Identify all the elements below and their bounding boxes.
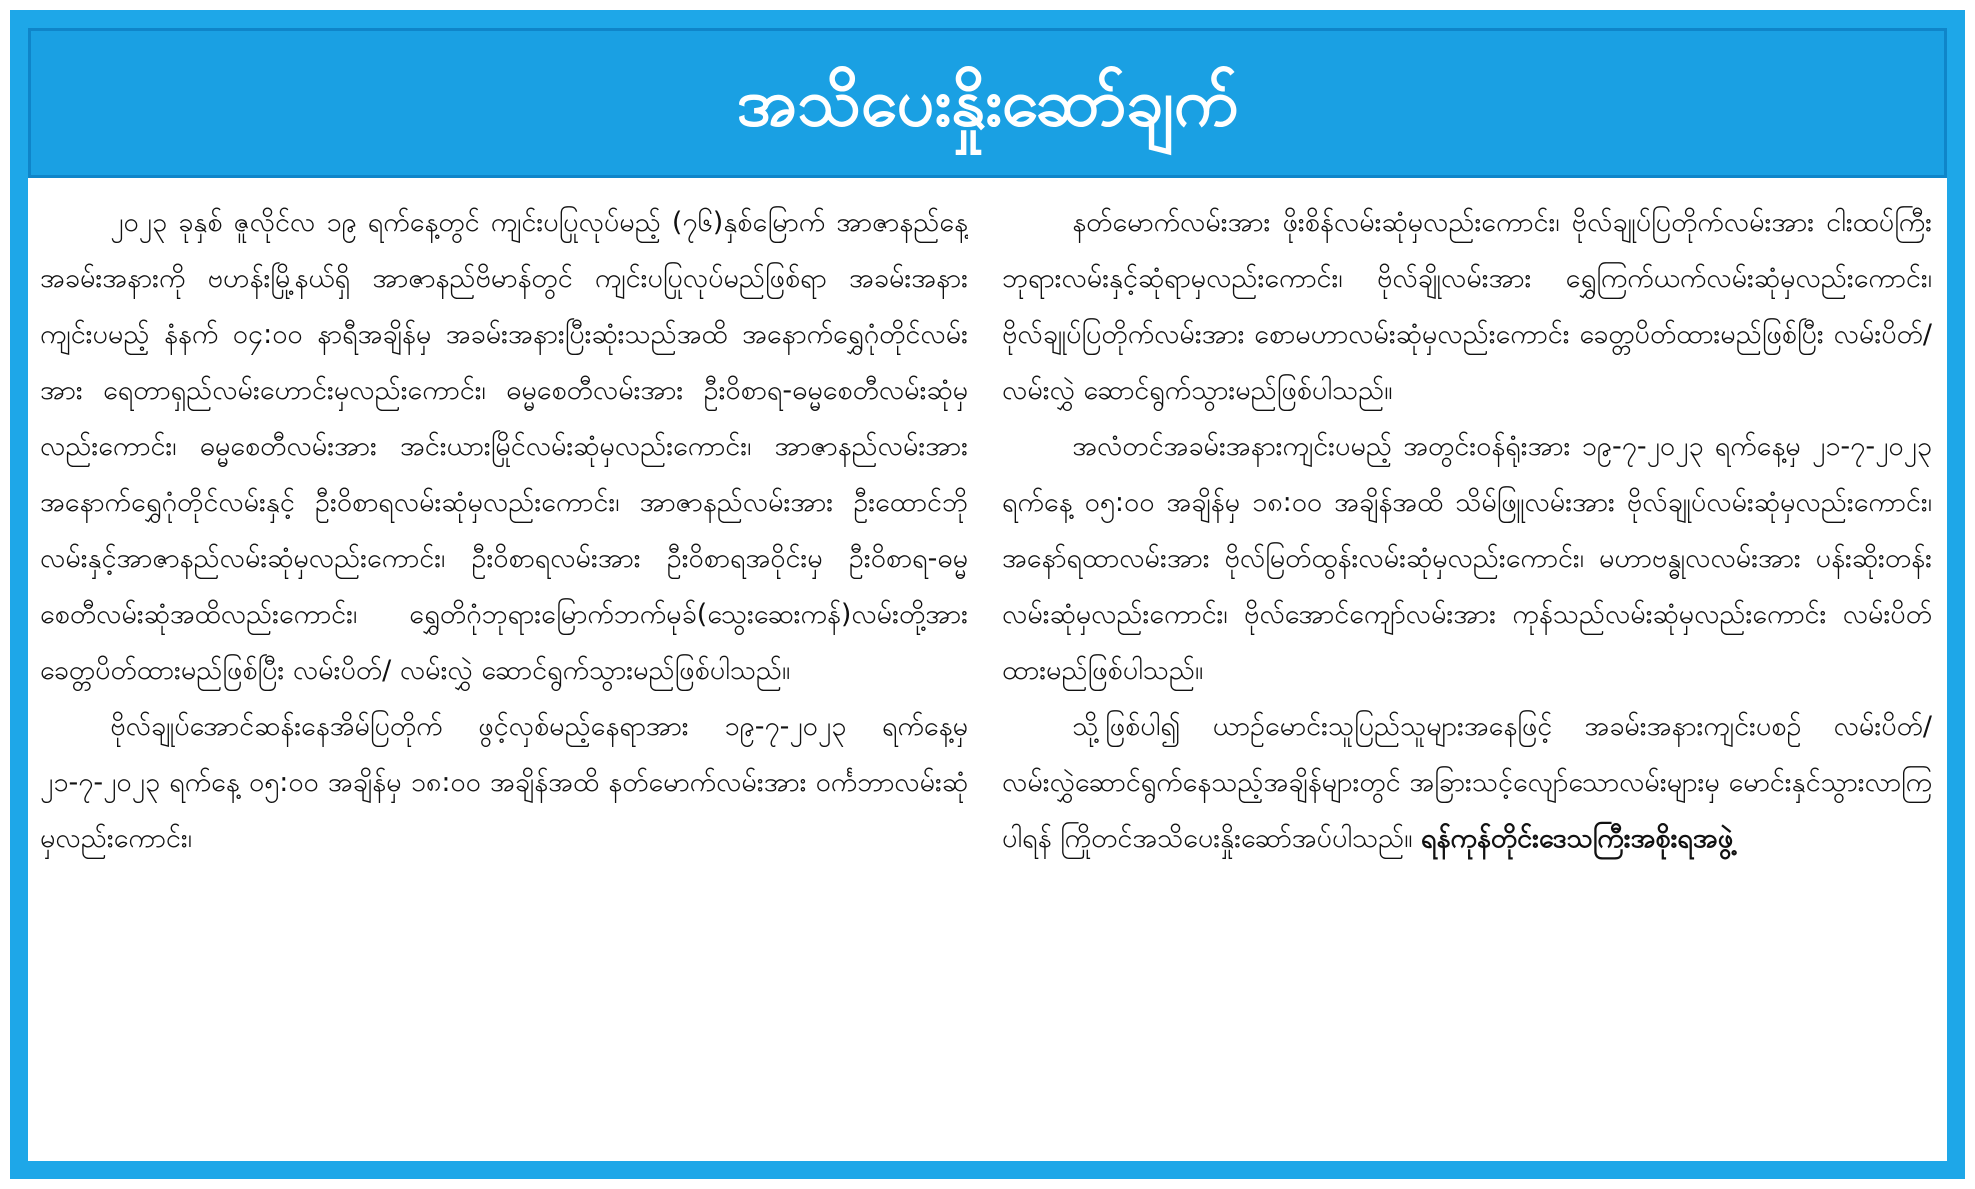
left-paragraph-2: ဗိုလ်ချုပ်အောင်ဆန်းနေအိမ်ပြတိုက် ဖွင့်လှစ်မည့်နေရာအား ၁၉-၇-၂၀၂၃ ရက်နေ့မှ ၂၁-၇-၂၀၂၃ ရက်နေ့ ဝ၅:ဝဝ အချိန်မှ ၁၈:ဝဝ အချိန်အထိ နတ်မောက်လမ်းအား ဝင်္ကဘာလမ်းဆုံမှလည်းကောင်း၊ [40, 711, 968, 854]
left-paragraph-1: ၂၀၂၃ ခုနှစ် ဇူလိုင်လ ၁၉ ရက်နေ့တွင် ကျင်းပပြုလုပ်မည့် (၇၆)နှစ်မြောက် အာဇာနည်နေ့အခမ်းအနားကို ဗဟန်းမြို့နယ်ရှိ အာဇာနည်ဗိမာန်တွင် ကျင်းပပြုလုပ်မည်ဖြစ်ရာ အခမ်းအနားကျင်းပမည့် နံနက် ဝ၄:ဝဝ နာရီအချိန်မှ အခမ်းအနားပြီးဆုံးသည်အထိ အနောက်ရွှေဂုံတိုင်လမ်းအား ရေတာရှည်လမ်းဟောင်းမှလည်းကောင်း၊ ဓမ္မစေတီလမ်းအား ဦးဝိစာရ-ဓမ္မစေတီလမ်းဆုံမှလည်းကောင်း၊ ဓမ္မစေတီလမ်းအား အင်းယားမြိုင်လမ်းဆုံမှလည်းကောင်း၊ အာဇာနည်လမ်းအား အနောက်ရွှေဂုံတိုင်လမ်းနှင့် ဦးဝိစာရလမ်းဆုံမှလည်းကောင်း၊ အာဇာနည်လမ်းအား ဦးထောင်ဘိုလမ်းနှင့်အာဇာနည်လမ်းဆုံမှလည်းကောင်း၊ ဦးဝိစာရလမ်းအား ဦးဝိစာရအဝိုင်းမှ ဦးဝိစာရ-ဓမ္မစေတီလမ်းဆုံအထိလည်းကောင်း၊ ရွှေတိဂုံဘုရားမြောက်ဘက်မုခ်(သွေးဆေးကန်)လမ်းတို့အား ခေတ္တပိတ်ထားမည်ဖြစ်ပြီး လမ်းပိတ်/ လမ်းလွှဲ ဆောင်ရွက်သွားမည်ဖြစ်ပါသည်။ [40, 207, 968, 686]
right-paragraph-1: နတ်မောက်လမ်းအား ဖိုးစိန်လမ်းဆုံမှလည်းကောင်း၊ ဗိုလ်ချုပ်ပြတိုက်လမ်းအား ငါးထပ်ကြီးဘုရားလမ်းနှင့်ဆုံရာမှလည်းကောင်း၊ ဗိုလ်ချိုလမ်းအား ရွှေကြက်ယက်လမ်းဆုံမှလည်းကောင်း၊ ဗိုလ်ချုပ်ပြတိုက်လမ်းအား စောမဟာလမ်းဆုံမှလည်းကောင်း ခေတ္တပိတ်ထားမည်ဖြစ်ပြီး လမ်းပိတ်/လမ်းလွှဲ ဆောင်ရွက်သွားမည်ဖြစ်ပါသည်။ [1002, 207, 1932, 406]
title-banner [28, 28, 1947, 178]
right-paragraph-2: အလံတင်အခမ်းအနားကျင်းပမည့် အတွင်းဝန်ရုံးအား ၁၉-၇-၂၀၂၃ ရက်နေ့မှ ၂၁-၇-၂၀၂၃ ရက်နေ့ ဝ၅:ဝဝ အချိန်မှ ၁၈:ဝဝ အချိန်အထိ သိမ်ဖြူလမ်းအား ဗိုလ်ချုပ်လမ်းဆုံမှလည်းကောင်း၊ အနော်ရထာလမ်းအား ဗိုလ်မြတ်ထွန်းလမ်းဆုံမှလည်းကောင်း၊ မဟာဗန္ဓုလလမ်းအား ပန်းဆိုးတန်းလမ်းဆုံမှလည်းကောင်း၊ ဗိုလ်အောင်ကျော်လမ်းအား ကုန်သည်လမ်းဆုံမှလည်းကောင်း လမ်းပိတ်ထားမည်ဖြစ်ပါသည်။ [1002, 431, 1932, 686]
notice-title: အသိပေးနှိုးဆော်ချက် [736, 64, 1239, 141]
left-column [40, 195, 968, 1155]
issuer-signature: ရန်ကုန်တိုင်းဒေသကြီးအစိုးရအဖွဲ့ [1421, 823, 1734, 854]
right-paragraph-3 [1002, 699, 1932, 867]
right-paragraph-3-text: သို့ဖြစ်ပါ၍ ယာဉ်မောင်းသူပြည်သူများအနေဖြင့် အခမ်းအနားကျင်းပစဉ် လမ်းပိတ်/လမ်းလွှဲဆောင်ရွက်နေသည့်အချိန်များတွင် အခြားသင့်လျော်သောလမ်းများမှ မောင်းနှင်သွားလာကြပါရန် ကြိုတင်အသိပေးနှိုးဆော်အပ်ပါသည်။ [1002, 711, 1932, 854]
right-column [1002, 195, 1932, 1155]
